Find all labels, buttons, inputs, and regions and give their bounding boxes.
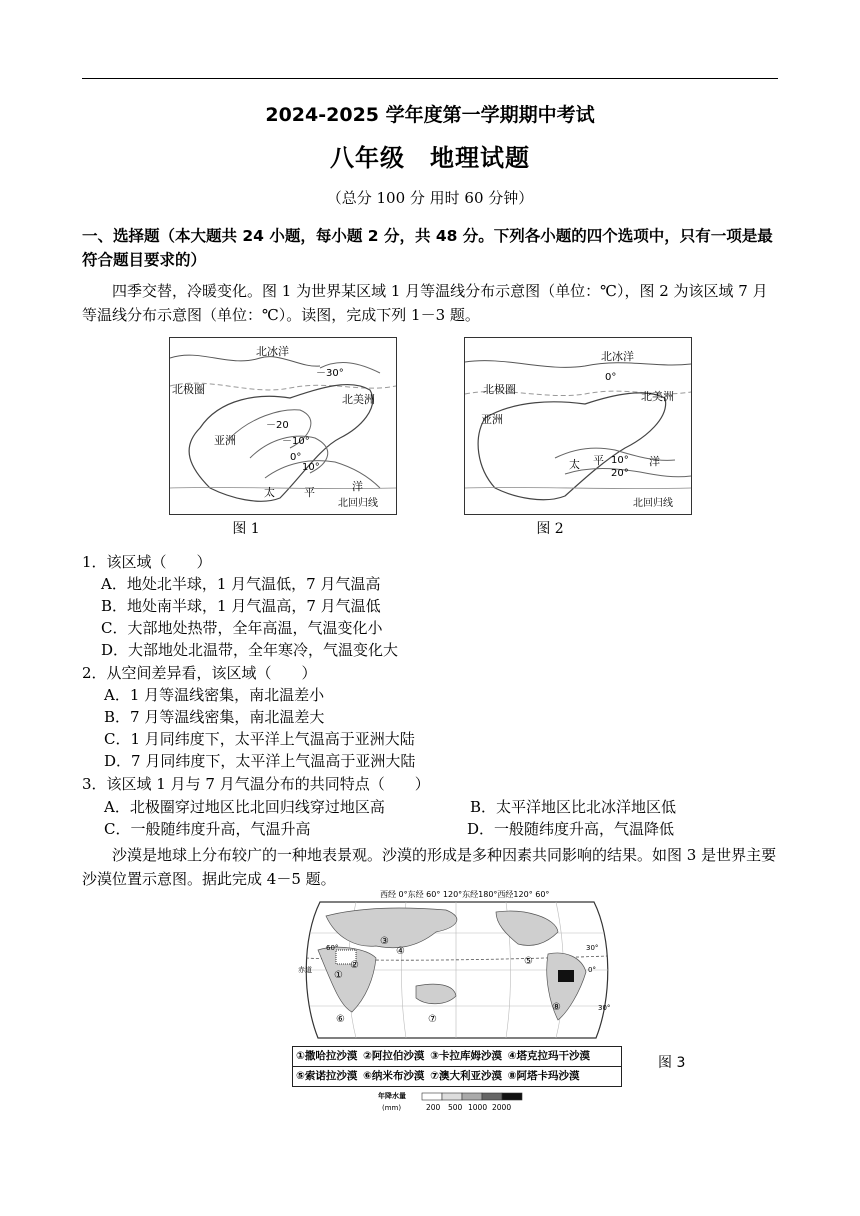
figure-2-map — [464, 337, 692, 515]
desert-legend-item: ②阿拉伯沙漠 — [363, 1050, 425, 1062]
intro-paragraph-1: 四季交替，冷暖变化。图 1 为世界某区域 1 月等温线分布示意图（单位：℃），图 2 为该区域 7 月等温线分布示意图（单位：℃）。读图，完成下列 1－3 题。 — [82, 282, 768, 324]
fig3-lat-30s: 30° — [598, 1004, 611, 1012]
fig1-iso-minus10: －10° — [282, 436, 310, 447]
desert-legend — [292, 1046, 622, 1087]
fig3-marker-3: ③ — [380, 936, 389, 947]
precip-value-500: 500 — [448, 1103, 463, 1112]
desert-legend-item: ④塔克拉玛干沙漠 — [507, 1050, 591, 1062]
fig3-equator-label: 赤道 — [298, 966, 312, 974]
desert-legend-item: ③卡拉库姆沙漠 — [430, 1050, 502, 1062]
fig2-iso-10: 10° — [611, 455, 629, 466]
fig3-marker-4: ④ — [396, 946, 405, 957]
question-2-option-c: C．1 月同纬度下，太平洋上气温高于亚洲大陆 — [104, 730, 415, 748]
question-1-option-a: A．地处北半球，1 月气温低，7 月气温高 — [101, 575, 381, 593]
fig2-north-america-label: 北美洲 — [641, 390, 674, 403]
fig3-top-axis: 西经 0°东经 60° 120°东经180°西经120° 60° — [380, 890, 550, 899]
question-3-stem: 3．该区域 1 月与 7 月气温分布的共同特点（ ） — [82, 775, 430, 793]
fig3-lat-0: 0° — [588, 966, 596, 974]
figure-3-caption: 图 3 — [658, 1055, 686, 1071]
question-1-option-d: D．大部地处北温带，全年寒冷，气温变化大 — [101, 641, 399, 659]
fig1-arctic-label: 北冰洋 — [256, 345, 289, 358]
figure-2-caption: 图 2 — [536, 521, 564, 537]
intro-paragraph-2: 沙漠是地球上分布较广的一种地表景观。沙漠的形成是多种因素共同影响的结果。如图 3 是世界主要沙漠位置示意图。据此完成 4－5 题。 — [82, 846, 777, 888]
desert-legend-row-2 — [293, 1066, 621, 1086]
fig2-pacific-char1: 太 — [569, 458, 580, 471]
fig3-marker-2: ② — [350, 960, 359, 971]
exam-subtitle: 八年级 地理试题 — [330, 144, 530, 172]
fig1-pacific-char2: 平 — [304, 486, 315, 499]
desert-legend-item: ⑧阿塔卡玛沙漠 — [507, 1070, 580, 1082]
fig1-iso-0: 0° — [290, 452, 302, 463]
fig1-tropic-label: 北回归线 — [338, 498, 378, 509]
question-3-option-a: A．北极圈穿过地区比北回归线穿过地区高 — [104, 798, 385, 816]
fig2-asia-label: 亚洲 — [481, 413, 503, 426]
desert-legend-item: ⑦澳大利亚沙漠 — [430, 1070, 502, 1082]
fig3-marker-5: ⑤ — [524, 956, 533, 967]
precip-value-2000: 2000 — [492, 1103, 512, 1112]
question-2-stem: 2．从空间差异看，该区域（ ） — [82, 664, 317, 682]
fig2-pacific-char3: 洋 — [649, 455, 660, 468]
fig1-iso-minus30: －30° — [316, 368, 344, 379]
precip-value-200: 200 — [426, 1103, 441, 1112]
question-3-option-b: B．太平洋地区比北冰洋地区低 — [470, 798, 677, 816]
fig3-marker-8: ⑧ — [552, 1002, 561, 1013]
question-1-stem: 1．该区域（ ） — [82, 553, 212, 571]
desert-legend-item: ⑥纳米布沙漠 — [363, 1070, 425, 1082]
precip-legend — [378, 1090, 528, 1116]
figure-1-map — [169, 337, 397, 515]
exam-title: 2024-2025 学年度第一学期期中考试 — [265, 104, 595, 126]
fig3-marker-7: ⑦ — [428, 1014, 437, 1025]
fig1-north-america-label: 北美洲 — [342, 393, 375, 406]
fig1-pacific-char3: 洋 — [352, 480, 363, 493]
top-rule — [82, 78, 778, 79]
desert-legend-row-1 — [293, 1047, 621, 1066]
fig3-marker-6: ⑥ — [336, 1014, 345, 1025]
fig2-arctic-label: 北冰洋 — [601, 350, 634, 363]
exam-meta: （总分 100 分 用时 60 分钟） — [326, 189, 534, 207]
fig1-arctic-circle-label: 北极圈 — [172, 383, 205, 396]
fig3-lat-60: 60° — [326, 944, 339, 952]
question-2-option-d: D．7 月同纬度下，太平洋上气温高于亚洲大陆 — [104, 752, 416, 770]
fig2-pacific-char2: 平 — [593, 454, 604, 467]
fig2-arctic-circle-label: 北极圈 — [483, 383, 516, 396]
fig1-iso-minus20: －20 — [266, 420, 289, 431]
desert-legend-item: ⑤索诺拉沙漠 — [296, 1070, 358, 1082]
desert-legend-item: ①撒哈拉沙漠 — [296, 1050, 358, 1062]
figure-1-caption: 图 1 — [232, 521, 260, 537]
precip-legend-unit: (mm) — [382, 1104, 402, 1112]
fig3-lat-30: 30° — [586, 944, 599, 952]
figure-3-map — [296, 888, 618, 1046]
fig1-iso-10: 10° — [302, 462, 320, 473]
fig3-marker-1: ① — [334, 970, 343, 981]
fig1-asia-label: 亚洲 — [214, 434, 236, 447]
precip-legend-title: 年降水量 — [378, 1092, 406, 1100]
question-3-option-d: D．一般随纬度升高，气温降低 — [467, 820, 675, 838]
question-2-option-a: A．1 月等温线密集，南北温差小 — [104, 686, 325, 704]
question-1-option-c: C．大部地处热带，全年高温，气温变化小 — [101, 619, 383, 637]
fig2-iso-0: 0° — [605, 372, 617, 383]
question-2-option-b: B．7 月等温线密集，南北温差大 — [104, 708, 325, 726]
section-heading: 一、选择题（本大题共 24 小题，每小题 2 分，共 48 分。下列各小题的四个选项中，只有一项是最符合题目要求的） — [82, 227, 773, 269]
question-3-option-c: C．一般随纬度升高，气温升高 — [104, 820, 311, 838]
fig1-pacific-char1: 太 — [264, 486, 275, 499]
fig2-iso-20: 20° — [611, 468, 629, 479]
question-1-option-b: B．地处南半球，1 月气温高，7 月气温低 — [101, 597, 381, 615]
fig2-tropic-label: 北回归线 — [633, 498, 673, 509]
precip-value-1000: 1000 — [468, 1103, 488, 1112]
